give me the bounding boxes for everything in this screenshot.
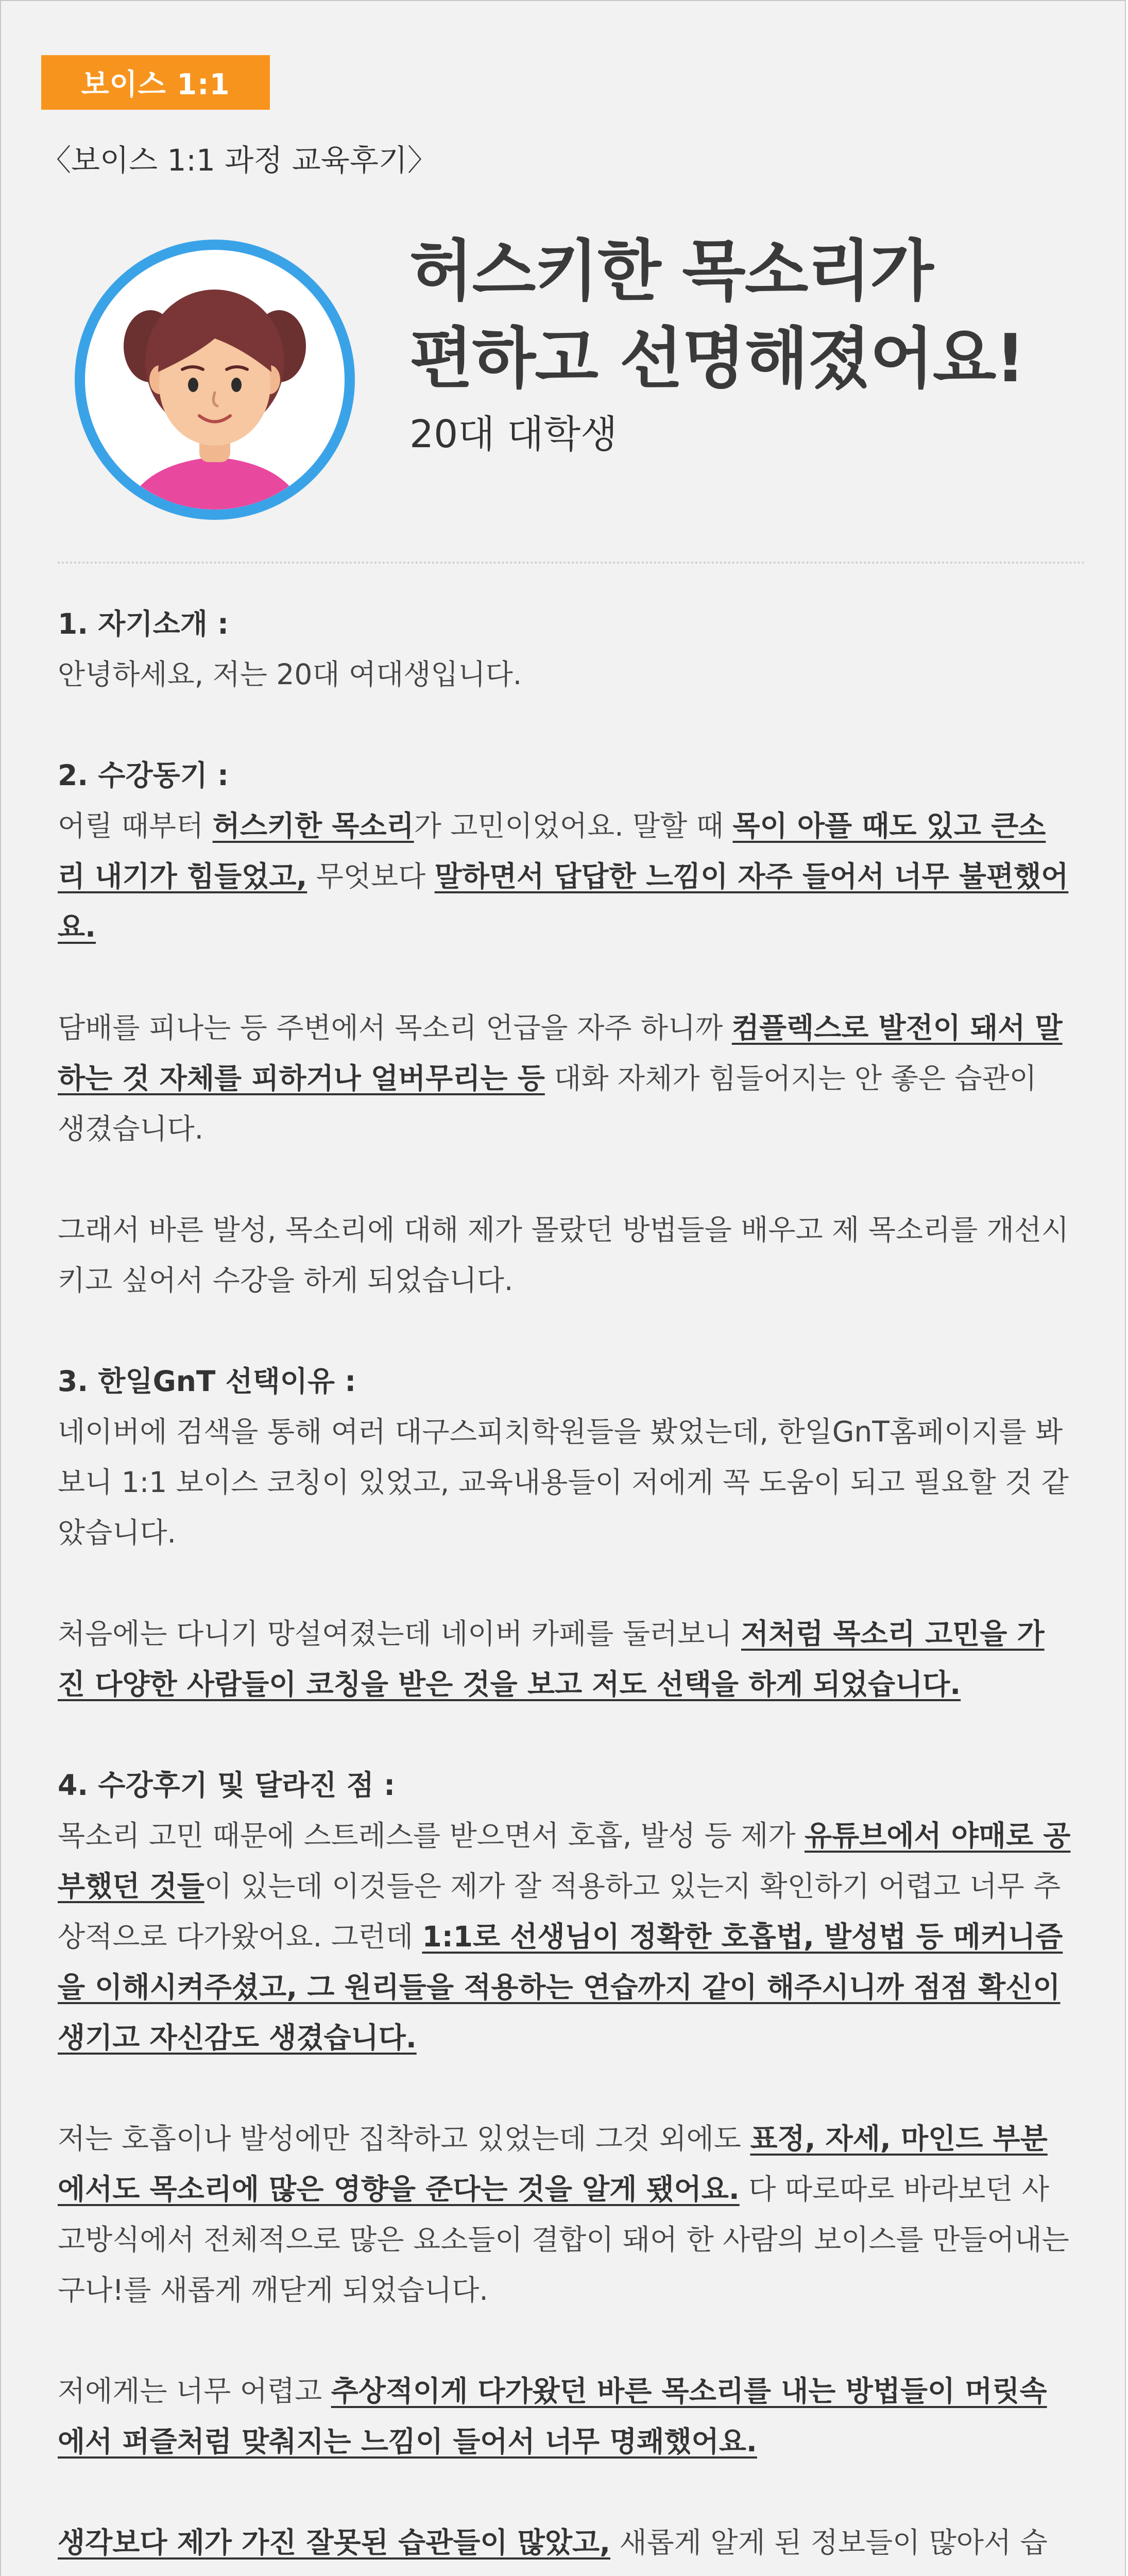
section-title: 3. 한일GnT 선택이유 : (58, 1365, 356, 1398)
paragraph: 담배를 피나는 등 주변에서 목소리 언급을 자주 하니까 컴플렉스로 발전이 돼서 말하는 것 자체를 피하거나 얼버무리는 등 대화 자체가 힘들어지는 안 좋은 습관이 생겼습니다. (58, 1011, 1063, 1145)
headline-line-1: 허스키한 목소리가 (409, 233, 933, 310)
paragraph: 목소리 고민 때문에 스트레스를 받으면서 호흡, 발성 등 제가 유튜브에서 야매로 공부했던 것들이 있는데 이것들은 제가 잘 적용하고 있는지 확인하기 어렵고 너무 추상적으로 다가왔어요. 그런데 1:1로 선생님이 정확한 호흡법, 발성법 등 메커니즘을 이해시켜주셨고, 그 원리들을 적용하는 연습까지 같이 해주시니까 점점 확신이 생기고 자신감도 생겼습니다. (58, 1819, 1071, 2054)
paragraph: 그래서 바른 발성, 목소리에 대해 제가 몰랐던 방법들을 배우고 제 목소리를 개선시키고 싶어서 수강을 하게 되었습니다. (58, 1213, 1069, 1297)
paragraph: 저에게는 너무 어렵고 추상적이게 다가왔던 바른 목소리를 내는 방법들이 머릿속에서 퍼즐처럼 맞춰지는 느낌이 들어서 너무 명쾌했어요. (58, 2375, 1047, 2458)
paragraph: 안녕하세요, 저는 20대 여대생입니다. (58, 658, 522, 691)
paragraph: 저는 호흡이나 발성에만 집착하고 있었는데 그것 외에도 표정, 자세, 마인드 부분에서도 목소리에 많은 영향을 준다는 것을 알게 됐어요. 다 따로따로 바라보던 사고방식에서 전체적으로 많은 요소들이 결합이 돼어 한 사람의 보이스를 만들어내는구나!를 새롭게 깨닫게 되었습니다. (58, 2122, 1069, 2307)
review-headline (409, 228, 1024, 403)
review-body (58, 599, 1071, 2576)
paragraph: 어릴 때부터 허스키한 목소리가 고민이었어요. 말할 때 목이 아플 때도 있고 큰소리 내기가 힘들었고, 무엇보다 말하면서 답답한 느낌이 자주 들어서 너무 불편했어요. (58, 809, 1069, 943)
paragraph: 처음에는 다니기 망설여졌는데 네이버 카페를 둘러보니 저처럼 목소리 고민을 가진 다양한 사람들이 코칭을 받은 것을 보고 저도 선택을 하게 되었습니다. (58, 1617, 1045, 1701)
section-title: 4. 수강후기 및 달라진 점 : (58, 1769, 396, 1802)
course-title: 〈보이스 1:1 과정 교육후기〉 (41, 143, 437, 178)
author-label: 20대 대학생 (409, 412, 618, 456)
headline-line-2: 편하고 선명해졌어요! (409, 320, 1024, 397)
course-badge: 보이스 1:1 (41, 55, 270, 110)
section-title: 1. 자기소개 : (58, 607, 229, 640)
divider (58, 562, 1085, 564)
student-avatar-icon (73, 238, 356, 521)
paragraph: 네이버에 검색을 통해 여러 대구스피치학원들을 봤었는데, 한일GnT홈페이지를 봐보니 1:1 보이스 코칭이 있었고, 교육내용들이 저에게 꼭 도움이 되고 필요할 것 같았습니다. (58, 1415, 1069, 1549)
section-title: 2. 수강동기 : (58, 759, 229, 792)
paragraph: 생각보다 제가 가진 잘못된 습관들이 많았고, 새롭게 알게 된 정보들이 많아서 습 (58, 2526, 1048, 2559)
